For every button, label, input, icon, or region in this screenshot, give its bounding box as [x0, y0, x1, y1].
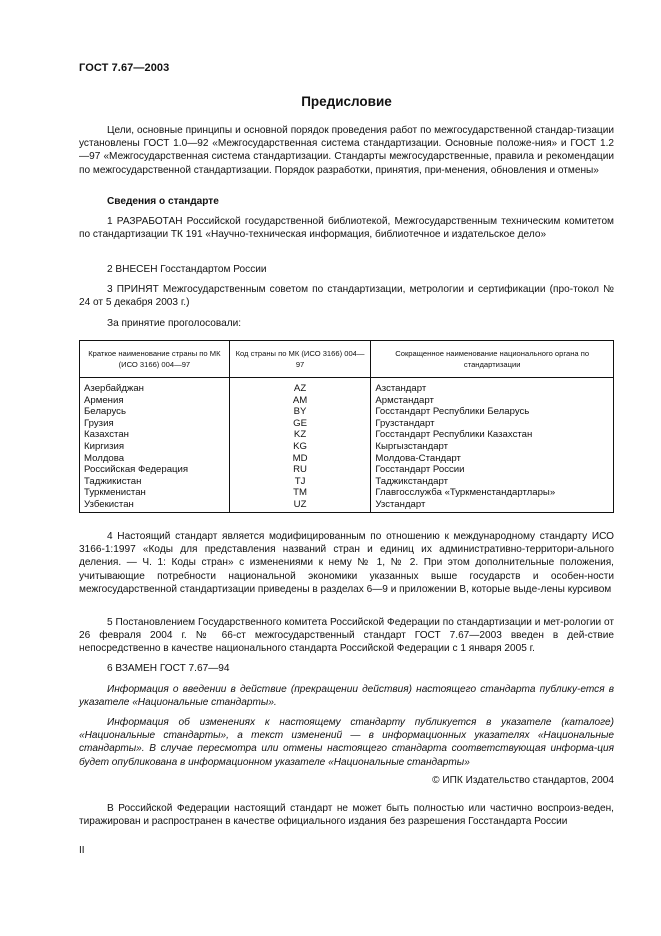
country-code-cell: AM	[229, 395, 371, 407]
country-name-cell: Молдова	[80, 453, 230, 465]
country-code-cell: MD	[229, 453, 371, 465]
country-name-cell: Киргизия	[80, 441, 230, 453]
country-code-cell: KG	[229, 441, 371, 453]
standards-body-cell: Таджикстандарт	[371, 476, 614, 488]
voted-label: За принятие проголосовали:	[107, 318, 242, 329]
item-3-paragraph: 3 ПРИНЯТ Межгосударственным советом по стандартизации, метрологии и сертификации (про-токол № 24 от 5 декабря 2003 г.)	[79, 284, 614, 309]
standards-body-cell: Госстандарт России	[371, 464, 614, 476]
standards-body-cell: Главгосслужба «Туркменстандартлары»	[371, 487, 614, 499]
page-number: II	[79, 845, 85, 856]
changes-info-paragraph: Информация об изменениях к настоящему стандарту публикуется в указателе (каталоге) «Национальные стандарты», а текст изменений — в информационных указателях «Национальные стандарты». В случае пересмотра или отмены настоящего стандарта соответствующая информа-ция будет опубликована в информационном указателе «Национальные стандарты»	[79, 717, 614, 768]
table-header-row	[80, 341, 614, 378]
country-name-cell: Таджикистан	[80, 476, 230, 488]
table-row	[80, 453, 614, 465]
country-name-cell: Беларусь	[80, 406, 230, 418]
table-row	[80, 406, 614, 418]
item-6-paragraph: 6 ВЗАМЕН ГОСТ 7.67—94	[107, 663, 230, 674]
country-code-cell: BY	[229, 406, 371, 418]
standards-body-cell: Кыргызстандарт	[371, 441, 614, 453]
table-row	[80, 499, 614, 512]
intro-paragraph: Цели, основные принципы и основной порядок проведения работ по межгосударственной стандар-тизации установлены ГОСТ 1.0—92 «Межгосударственная система стандартизации. Основные положе-ния» и ГОСТ 1.2—97 «Межгосударственная система стандартизации. Стандарты межгосударственные, правила и рекомендации по межгосударственной стандартизации. Порядок разработки, принятия, при-менения, обновления и отмены»	[79, 125, 614, 176]
voting-countries-table	[79, 340, 614, 513]
info-heading: Сведения о стандарте	[107, 196, 219, 207]
item-4-paragraph: 4 Настоящий стандарт является модифицированным по отношению к международному стандарту ИСО 3166-1:1997 «Коды для представления названий стран и единиц их административно-территори-ального деления. — Ч. 1: Коды стран» с изменениями к нему № 1, № 2. При этом дополнительные положения, учитывающие потребности национальной экономики указанных выше государств и особен-ности межгосударственной стандартизации приведены в разделах 6—9 и приложении В, которые выде-лены курсивом	[79, 531, 614, 595]
item-1-paragraph: 1 РАЗРАБОТАН Российской государственной библиотекой, Межгосударственным техническим комитетом по стандартизации ТК 191 «Научно-техническая информация, библиотечное и издательское дело»	[79, 216, 614, 241]
country-name-cell: Азербайджан	[80, 378, 230, 395]
country-name-cell: Узбекистан	[80, 499, 230, 512]
table-row	[80, 418, 614, 430]
copyright-notice: © ИПК Издательство стандартов, 2004	[432, 775, 614, 786]
table-row	[80, 441, 614, 453]
country-code-cell: GE	[229, 418, 371, 430]
reproduction-notice: В Российской Федерации настоящий стандарт не может быть полностью или частично воспроиз-веден, тиражирован и распространен в качестве официального издания без разрешения Госстандарта России	[79, 803, 614, 828]
country-name-cell: Казахстан	[80, 429, 230, 441]
standards-body-cell: Азстандарт	[371, 378, 614, 395]
item-5-paragraph: 5 Постановлением Государственного комитета Российской Федерации по стандартизации и мет-рологии от 26 февраля 2004 г. № 66-ст межгосударственный стандарт ГОСТ 7.67—2003 введен в дей-ствие непосредственно в качестве национального стандарта Российской Федерации с 1 января 2005 г.	[79, 617, 614, 655]
table-row	[80, 395, 614, 407]
header-country-code: Код страны по МК (ИСО 3166) 004—97	[229, 341, 371, 378]
standards-body-cell: Узстандарт	[371, 499, 614, 512]
header-country-name: Краткое наименование страны по МК (ИСО 3166) 004—97	[80, 341, 230, 378]
country-name-cell: Грузия	[80, 418, 230, 430]
country-name-cell: Туркменистан	[80, 487, 230, 499]
table-row	[80, 464, 614, 476]
item-2-paragraph: 2 ВНЕСЕН Госстандартом России	[107, 264, 267, 275]
page-title: Предисловие	[301, 94, 392, 109]
country-code-cell: TJ	[229, 476, 371, 488]
country-code-cell: AZ	[229, 378, 371, 395]
table-row	[80, 429, 614, 441]
document-code: ГОСТ 7.67—2003	[79, 62, 170, 74]
country-code-cell: RU	[229, 464, 371, 476]
country-name-cell: Российская Федерация	[80, 464, 230, 476]
table-row	[80, 476, 614, 488]
country-code-cell: KZ	[229, 429, 371, 441]
table-body	[80, 378, 614, 513]
table-row	[80, 378, 614, 395]
standards-body-cell: Армстандарт	[371, 395, 614, 407]
effect-info-paragraph: Информация о введении в действие (прекращении действия) настоящего стандарта публику-ется в указателе «Национальные стандарты».	[79, 684, 614, 709]
standards-body-cell: Молдова-Стандарт	[371, 453, 614, 465]
country-code-cell: TM	[229, 487, 371, 499]
table-row	[80, 487, 614, 499]
country-code-cell: UZ	[229, 499, 371, 512]
standards-body-cell: Госстандарт Республики Казахстан	[371, 429, 614, 441]
standards-body-cell: Грузстандарт	[371, 418, 614, 430]
standards-body-cell: Госстандарт Республики Беларусь	[371, 406, 614, 418]
country-name-cell: Армения	[80, 395, 230, 407]
header-standards-body: Сокращенное наименование национального органа по стандартизации	[371, 341, 614, 378]
